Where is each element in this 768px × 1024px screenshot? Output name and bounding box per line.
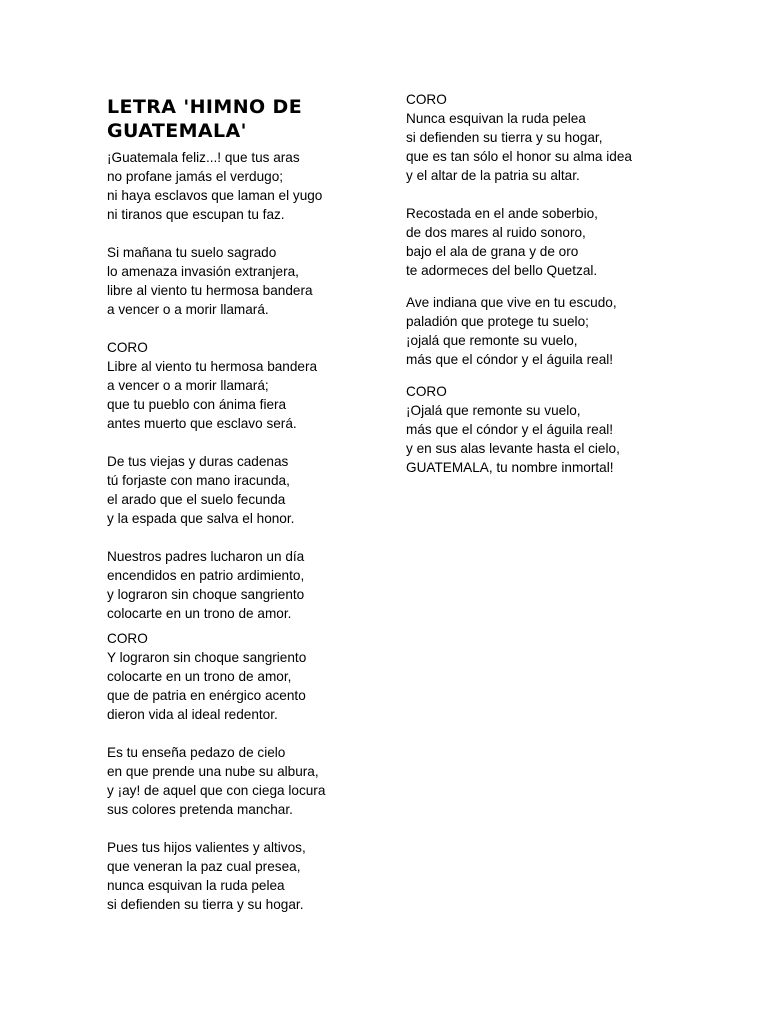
chorus-heading: CORO [107, 631, 148, 646]
verse-line: ¡Guatemala feliz...! que tus aras [107, 150, 300, 165]
right-column [406, 90, 736, 477]
verse-line: nunca esquivan la ruda pelea [107, 878, 285, 893]
verse-line: y ¡ay! de aquel que con ciega locura [107, 783, 326, 798]
stanza [107, 547, 367, 623]
verse-line: más que el cóndor y el águila real! [406, 422, 614, 437]
verse-line: GUATEMALA, tu nombre inmortal! [406, 460, 614, 475]
verse-line: el arado que el suelo fecunda [107, 492, 286, 507]
verse-line: ¡ojalá que remonte su vuelo, [406, 333, 578, 348]
verse-line: Si mañana tu suelo sagrado [107, 245, 277, 260]
verse-line: tú forjaste con mano iracunda, [107, 473, 290, 488]
stanza [107, 629, 367, 724]
verse-line: Y lograron sin choque sangriento [107, 650, 307, 665]
verse-line: en que prende una nube su albura, [107, 764, 319, 779]
stanza [107, 452, 367, 528]
stanza [406, 293, 736, 369]
verse-line: y el altar de la patria su altar. [406, 168, 580, 183]
verse-line: y en sus alas levante hasta el cielo, [406, 441, 620, 456]
verse-line: y la espada que salva el honor. [107, 511, 295, 526]
verse-line: Nunca esquivan la ruda pelea [406, 111, 586, 126]
stanza [406, 90, 736, 185]
verse-line: ni tiranos que escupan tu faz. [107, 207, 285, 222]
verse-line: De tus viejas y duras cadenas [107, 454, 289, 469]
verse-line: antes muerto que esclavo será. [107, 416, 297, 431]
verse-line: si defienden su tierra y su hogar, [406, 130, 603, 145]
verse-line: bajo el ala de grana y de oro [406, 244, 579, 259]
verse-line: Nuestros padres lucharon un día [107, 549, 305, 564]
verse-line: y lograron sin choque sangriento [107, 587, 305, 602]
stanza [107, 338, 367, 433]
verse-line: lo amenaza invasión extranjera, [107, 264, 299, 279]
verse-line: a vencer o a morir llamará. [107, 302, 269, 317]
verse-line: Recostada en el ande soberbio, [406, 206, 598, 221]
verse-line: que tu pueblo con ánima fiera [107, 397, 287, 412]
verse-line: Pues tus hijos valientes y altivos, [107, 840, 306, 855]
stanza [107, 743, 367, 819]
verse-line: Libre al viento tu hermosa bandera [107, 359, 318, 374]
verse-line: no profane jamás el verdugo; [107, 169, 284, 184]
verse-line: que de patria en enérgico acento [107, 688, 306, 703]
verse-line: te adormeces del bello Quetzal. [406, 263, 598, 278]
verse-line: si defienden su tierra y su hogar. [107, 897, 304, 912]
stanza [406, 382, 736, 477]
verse-line: colocarte en un trono de amor. [107, 606, 292, 621]
verse-line: colocarte en un trono de amor, [107, 669, 292, 684]
verse-line: Ave indiana que vive en tu escudo, [406, 295, 617, 310]
verse-line: ¡Ojalá que remonte su vuelo, [406, 403, 581, 418]
page-title: LETRA 'HIMNO DE GUATEMALA' [107, 96, 303, 142]
verse-line: paladión que protege tu suelo; [406, 314, 589, 329]
verse-line: que es tan sólo el honor su alma idea [406, 149, 632, 164]
verse-line: libre al viento tu hermosa bandera [107, 283, 313, 298]
chorus-heading: CORO [406, 92, 447, 107]
stanza [107, 243, 367, 319]
verse-line: dieron vida al ideal redentor. [107, 707, 278, 722]
chorus-heading: CORO [107, 340, 148, 355]
verse-line: sus colores pretenda manchar. [107, 802, 293, 817]
left-column [107, 148, 367, 914]
stanza [107, 148, 367, 224]
stanza [107, 838, 367, 914]
verse-line: Es tu enseña pedazo de cielo [107, 745, 286, 760]
verse-line: más que el cóndor y el águila real! [406, 352, 614, 367]
verse-line: de dos mares al ruido sonoro, [406, 225, 586, 240]
verse-line: ni haya esclavos que laman el yugo [107, 188, 323, 203]
stanza [406, 204, 736, 280]
verse-line: a vencer o a morir llamará; [107, 378, 269, 393]
verse-line: encendidos en patrio ardimiento, [107, 568, 305, 583]
verse-line: que veneran la paz cual presea, [107, 859, 301, 874]
chorus-heading: CORO [406, 384, 447, 399]
